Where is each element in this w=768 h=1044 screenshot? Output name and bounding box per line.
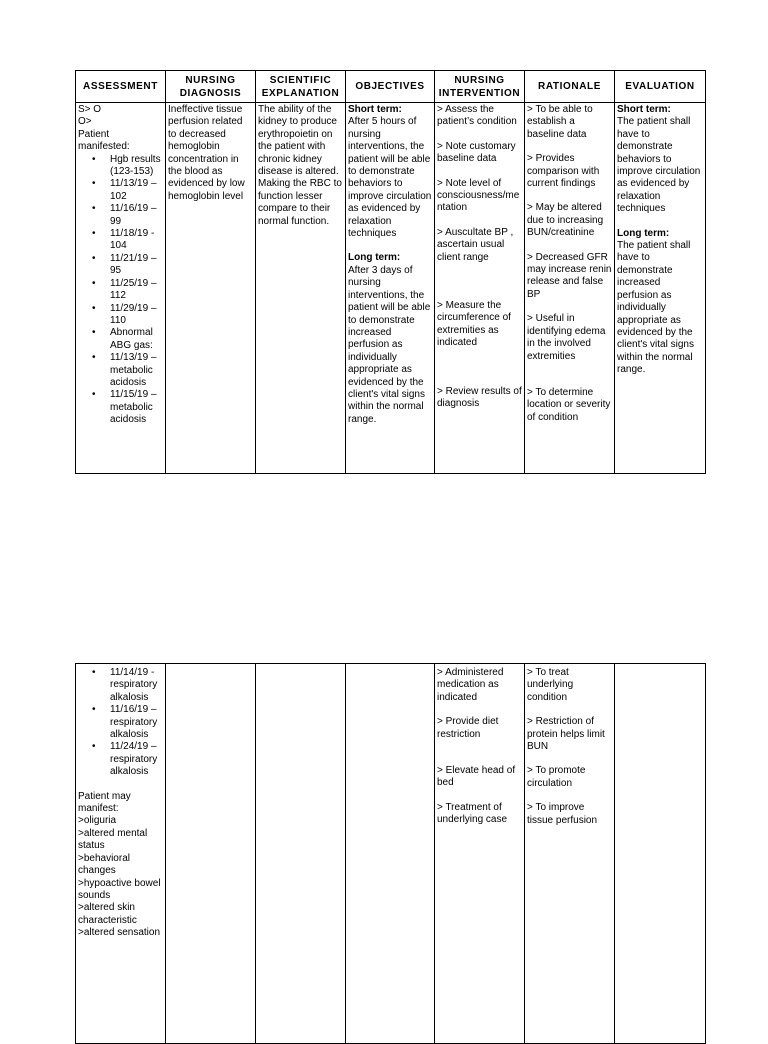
list-item: • 11/25/19 –112 (110, 278, 163, 303)
list-item: • 11/24/19 – respiratory alkalosis (110, 741, 163, 778)
list-item: • 11/16/19 –99 (110, 203, 163, 228)
nursing-diagnosis-cell (166, 103, 256, 474)
rationale-item: > To determine location or severity of condition (527, 386, 611, 423)
header-assessment: ASSESSMENT (76, 71, 166, 103)
long-term-objective: After 3 days of nursing interventions, the patient will be able to demonstrate increased perfusion as individually appropriate as evidenced by the client's vital signs within the normal range. (348, 264, 431, 425)
list-item: • Abnormal ABG gas: (110, 327, 163, 352)
rationale-item: > To promote circulation (527, 765, 586, 789)
scientific-explanation-cell (256, 664, 346, 1044)
evaluation-cell (615, 103, 706, 474)
list-item: • 11/14/19 - respiratory alkalosis (110, 667, 163, 704)
header-nursing-intervention: NURSING INTERVENTION (435, 71, 525, 103)
nursing-diagnosis-cell (166, 664, 256, 1044)
intervention-item: > Note level of consciousness/mentation (437, 177, 520, 214)
assessment-bullet-list (78, 154, 163, 427)
list-item: • 11/18/19 - 104 (110, 228, 163, 253)
objectives-cell (346, 103, 435, 474)
short-term-label: Short term: (348, 104, 402, 115)
assessment-cell (76, 664, 166, 1044)
header-row (76, 71, 706, 103)
scientific-explanation-text: The ability of the kidney to produce erythropoietin on the patient with chronic kidney disease is altered. Making the RBC to function lesser compare to their normal function. (258, 104, 342, 227)
rationale-item: > To improve tissue perfusion (527, 802, 598, 826)
objectives-cell (346, 664, 435, 1044)
rationale-item: > Useful in identifying edema in the involved extremities (527, 313, 606, 362)
intervention-item: > Administered medication as indicated (437, 667, 504, 703)
short-term-evaluation: The patient shall have to demonstrate behaviors to improve circulation as evidenced by relaxation techniques (617, 116, 701, 215)
table-row (76, 103, 706, 474)
list-item: • 11/29/19 –110 (110, 303, 163, 328)
list-item: • 11/16/19 – respiratory alkalosis (110, 704, 163, 741)
header-evaluation: EVALUATION (615, 71, 706, 103)
intervention-item: > Elevate head of bed (437, 765, 516, 789)
list-item: • 11/13/19 –102 (110, 178, 163, 203)
short-term-label: Short term: (617, 104, 671, 115)
assessment-intro: S> O O> Patient manifested: (78, 104, 130, 153)
rationale-item: > To be able to establish a baseline data (527, 104, 593, 140)
header-nursing-diagnosis: NURSING DIAGNOSIS (166, 71, 256, 103)
table-row (76, 664, 706, 1044)
rationale-item: > Decreased GFR may increase renin release and false BP (527, 251, 612, 300)
intervention-item: > Provide diet restriction (437, 716, 499, 740)
short-term-objective: After 5 hours of nursing interventions, the patient will be able to demonstrate behaviors to improve circulation as evidenced by relaxation techniques (348, 116, 432, 240)
may-manifest-text: Patient may manifest: >oliguria >altered mental status >behavioral changes >hypoactive bowel sounds >altered skin characteristic >altered sensation (78, 790, 161, 939)
list-item: • 11/13/19 – metabolic acidosis (110, 352, 163, 389)
long-term-label: Long term: (617, 227, 670, 239)
long-term-evaluation: The patient shall have to demonstrate increased perfusion as individually appropriate as evidenced by the client's vital signs within the normal range. (617, 240, 694, 376)
rationale-item: > To treat underlying condition (527, 667, 574, 703)
rationale-cell (525, 664, 615, 1044)
header-objectives: OBJECTIVES (346, 71, 435, 103)
rationale-item: > May be altered due to increasing BUN/creatinine (527, 202, 604, 239)
assessment-bullet-list (78, 667, 163, 779)
header-scientific-explanation: SCIENTIFIC EXPLANATION (256, 71, 346, 103)
intervention-item: > Treatment of underlying case (437, 801, 508, 826)
header-rationale: RATIONALE (525, 71, 615, 103)
nursing-intervention-cell (435, 103, 525, 474)
intervention-item: > Measure the circumference of extremities as indicated (437, 300, 511, 349)
intervention-item: > Auscultate BP , ascertain usual client range (437, 226, 514, 263)
long-term-label: Long term: (348, 252, 401, 264)
care-plan-table-page-2 (75, 663, 706, 1044)
intervention-item: > Assess the patient’s condition (437, 104, 517, 128)
evaluation-cell (615, 664, 706, 1044)
scientific-explanation-cell (256, 103, 346, 474)
nursing-diagnosis-text: Ineffective tissue perfusion related to decreased hemoglobin concentration in the blood as evidenced by low hemoglobin level (168, 104, 245, 202)
nursing-intervention-cell (435, 664, 525, 1044)
rationale-item: > Restriction of protein helps limit BUN (527, 716, 605, 753)
assessment-cell (76, 103, 166, 474)
list-item: • Hgb results (123-153) (110, 154, 163, 179)
list-item: • 11/21/19 –95 (110, 253, 163, 278)
rationale-cell (525, 103, 615, 474)
intervention-item: > Review results of diagnosis (437, 385, 522, 410)
care-plan-table-page-1 (75, 70, 706, 474)
rationale-item: > Provides comparison with current findings (527, 153, 600, 190)
list-item: • 11/15/19 – metabolic acidosis (110, 389, 163, 426)
intervention-item: > Note customary baseline data (437, 140, 516, 165)
